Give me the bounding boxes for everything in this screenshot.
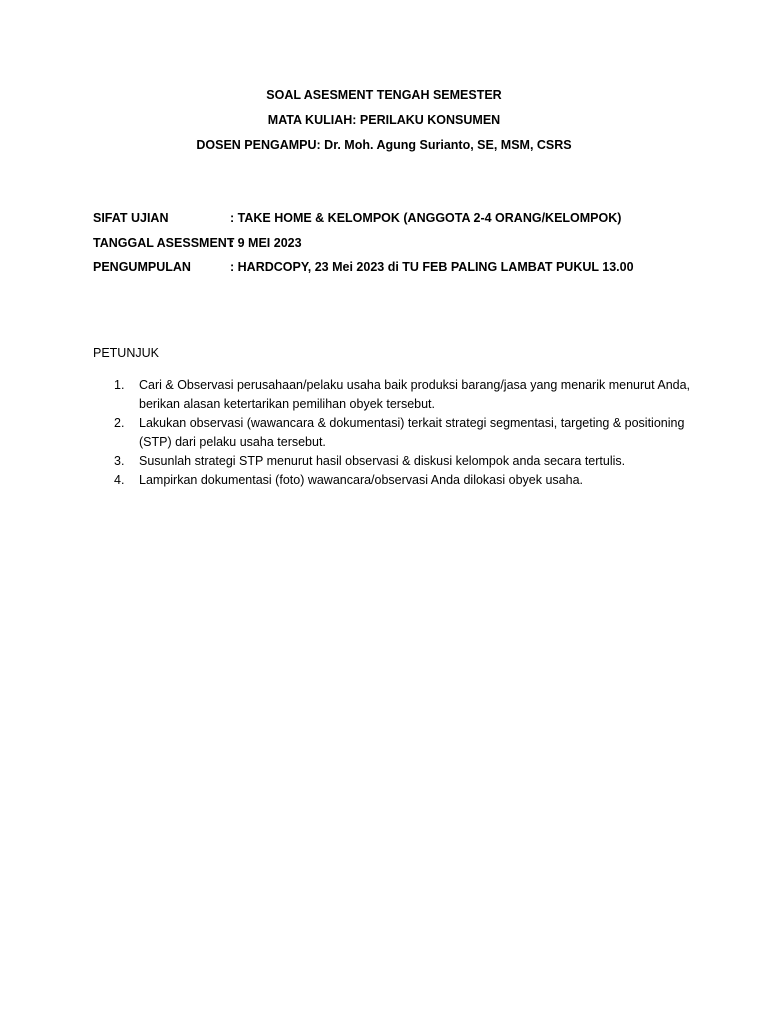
list-item-text: Cari & Observasi perusahaan/pelaku usaha baik produksi barang/jasa yang menarik menurut Anda, berikan alasan ketertarikan pemilihan obyek tersebut. (139, 378, 691, 411)
info-value: : HARDCOPY, 23 Mei 2023 di TU FEB PALING LAMBAT PUKUL 13.00 (230, 260, 634, 274)
instructions-list (93, 376, 693, 490)
course-name: MATA KULIAH: PERILAKU KONSUMEN (267, 113, 501, 127)
info-label: PENGUMPULAN (93, 260, 191, 274)
info-label: SIFAT UJIAN (93, 211, 169, 225)
info-value: : TAKE HOME & KELOMPOK (ANGGOTA 2-4 ORANG/KELOMPOK) (230, 211, 622, 225)
list-item (93, 471, 693, 490)
list-item-number: 2. (114, 416, 125, 430)
list-item (93, 414, 693, 452)
list-item (93, 452, 693, 471)
list-item-text: Susunlah strategi STP menurut hasil observasi & diskusi kelompok anda secara tertulis. (139, 454, 626, 468)
document-title: SOAL ASESMENT TENGAH SEMESTER (266, 88, 502, 102)
list-item-number: 3. (114, 454, 125, 468)
info-label: TANGGAL ASESSMENT (93, 236, 235, 250)
list-item-text: Lampirkan dokumentasi (foto) wawancara/observasi Anda dilokasi obyek usaha. (139, 473, 583, 487)
info-row-assessment-date (93, 236, 302, 250)
lecturer-name: DOSEN PENGAMPU: Dr. Moh. Agung Surianto, SE, MSM, CSRS (196, 138, 572, 152)
list-item (93, 376, 693, 414)
list-item-number: 4. (114, 473, 125, 487)
info-row-exam-type (93, 211, 621, 225)
info-value: : 9 MEI 2023 (230, 236, 302, 250)
list-item-text: Lakukan observasi (wawancara & dokumentasi) terkait strategi segmentasi, targeting & positioning (STP) dari pelaku usaha tersebut. (139, 416, 685, 449)
list-item-number: 1. (114, 378, 125, 392)
info-row-submission (93, 260, 634, 274)
instructions-heading: PETUNJUK (93, 346, 159, 360)
